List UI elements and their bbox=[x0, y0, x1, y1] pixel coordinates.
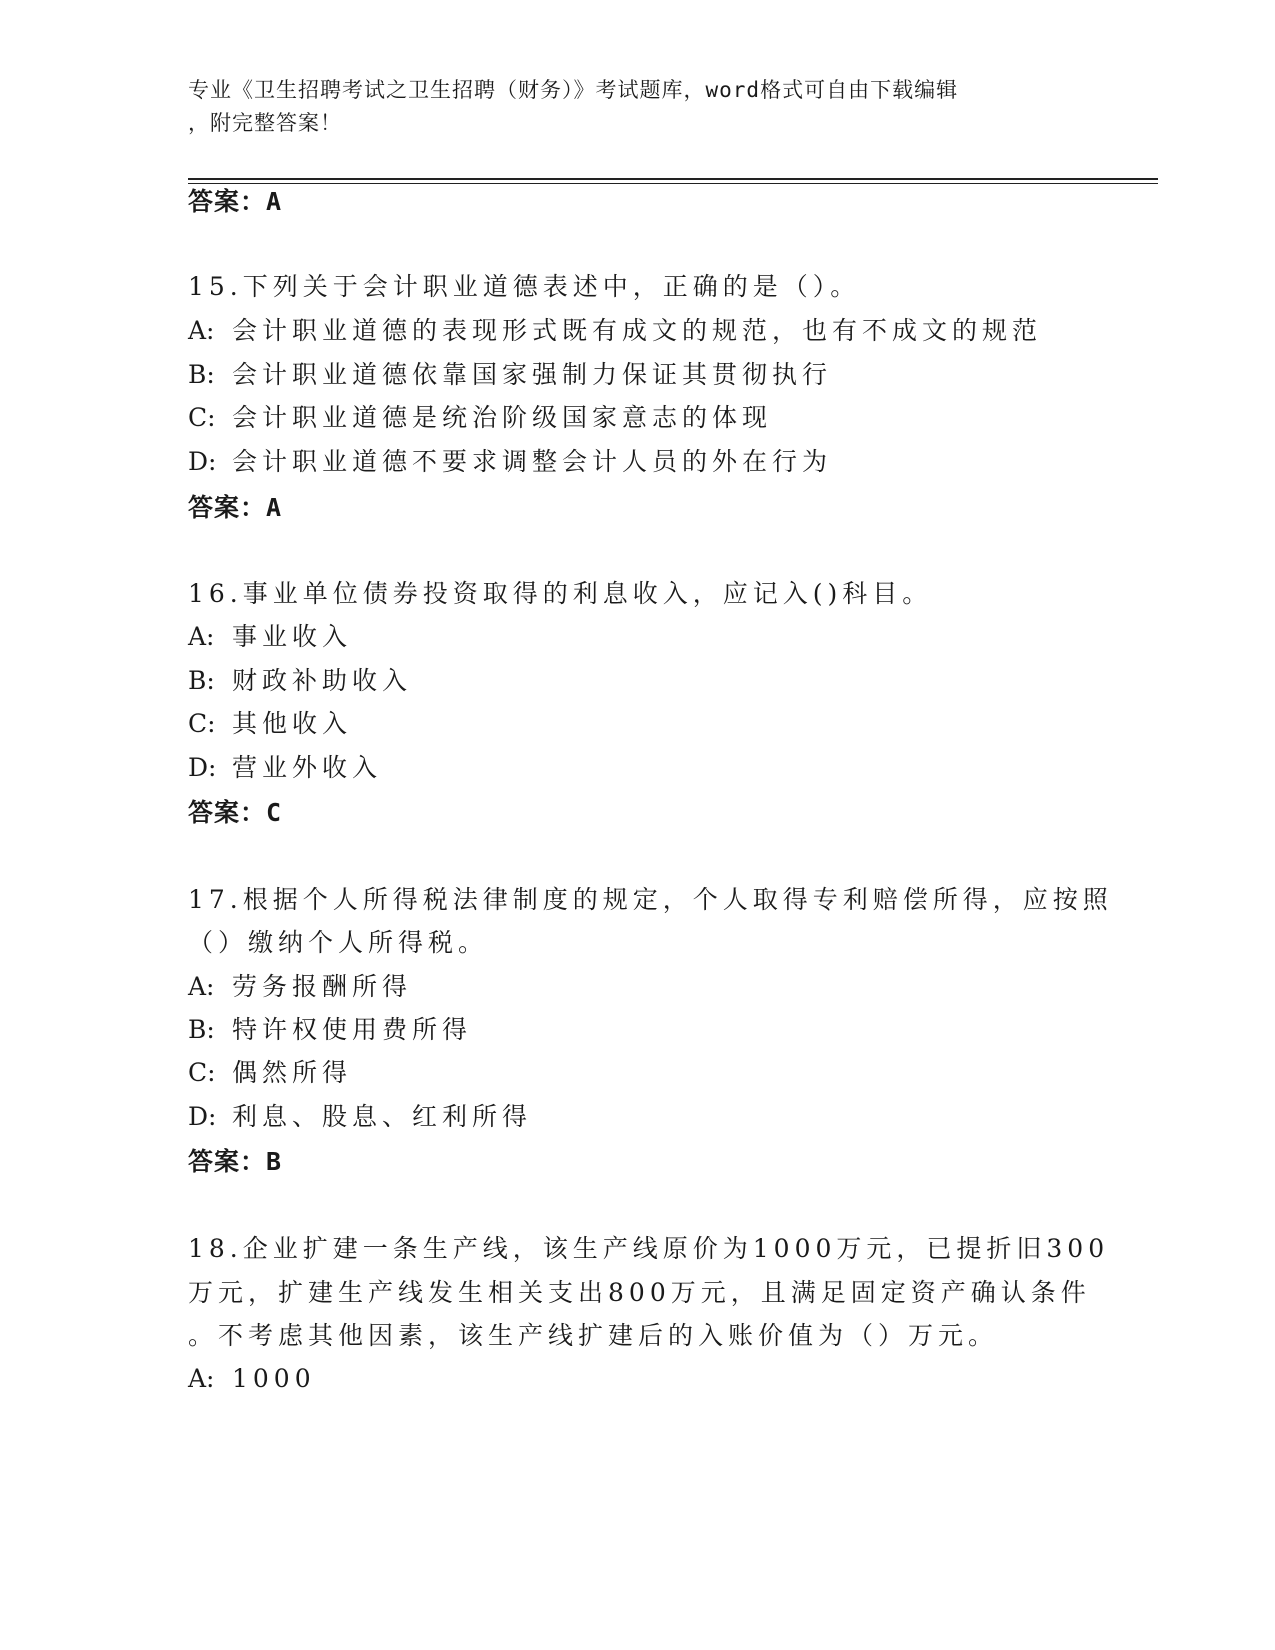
option-key: C: bbox=[188, 403, 216, 432]
answer-label: 答案： bbox=[188, 187, 267, 216]
answer-value: A bbox=[266, 187, 283, 216]
option-key: D: bbox=[188, 447, 217, 476]
option-text: 会计职业道德不要求调整会计人员的外在行为 bbox=[232, 447, 833, 476]
question-17-text-line-2: （）缴纳个人所得税。 bbox=[188, 928, 489, 957]
question-18-option-a bbox=[188, 1356, 1088, 1402]
question-16-option-c bbox=[188, 701, 1088, 747]
question-17-option-d bbox=[188, 1094, 1088, 1140]
option-key: C: bbox=[188, 1058, 216, 1087]
option-key: B: bbox=[188, 1015, 215, 1044]
option-text: 会计职业道德的表现形式既有成文的规范，也有不成文的规范 bbox=[232, 316, 1043, 345]
header-line-1: 专业《卫生招聘考试之卫生招聘（财务）》考试题库，word格式可自由下载编辑 bbox=[188, 78, 959, 102]
header-rule-thick bbox=[188, 178, 1158, 180]
question-17-text-line-1: 17.根据个人所得税法律制度的规定，个人取得专利赔偿所得，应按照 bbox=[188, 885, 1113, 914]
question-16-text: 16.事业单位债券投资取得的利息收入，应记入()科目。 bbox=[188, 579, 933, 608]
option-text: 特许权使用费所得 bbox=[232, 1015, 473, 1044]
question-15-answer bbox=[188, 492, 282, 524]
question-16-option-d bbox=[188, 745, 1088, 791]
question-15-option-a bbox=[188, 308, 1088, 354]
option-text: 财政补助收入 bbox=[232, 666, 413, 695]
option-text: 利息、股息、红利所得 bbox=[232, 1102, 533, 1131]
answer-value: C bbox=[266, 798, 283, 827]
question-17-option-b bbox=[188, 1007, 1088, 1053]
option-key: B: bbox=[188, 360, 215, 389]
answer-value: A bbox=[266, 493, 283, 522]
option-text: 事业收入 bbox=[232, 622, 353, 651]
option-key: C: bbox=[188, 709, 216, 738]
option-key: B: bbox=[188, 666, 215, 695]
option-text: 会计职业道德是统治阶级国家意志的体现 bbox=[232, 403, 773, 432]
option-key: A: bbox=[188, 1364, 215, 1393]
option-key: A: bbox=[188, 316, 215, 345]
answer-label: 答案： bbox=[188, 1147, 267, 1176]
option-key: D: bbox=[188, 1102, 217, 1131]
answer-value: B bbox=[266, 1147, 283, 1176]
question-17-answer bbox=[188, 1146, 282, 1178]
question-16-answer bbox=[188, 797, 282, 829]
question-18-text-line-3: 。不考虑其他因素，该生产线扩建后的入账价值为（）万元。 bbox=[188, 1321, 999, 1350]
option-key: A: bbox=[188, 622, 215, 651]
answer-line bbox=[188, 186, 282, 218]
option-text: 营业外收入 bbox=[232, 753, 383, 782]
option-text: 劳务报酬所得 bbox=[232, 972, 413, 1001]
header-line-2: ，附完整答案！ bbox=[188, 111, 342, 135]
option-key: A: bbox=[188, 972, 215, 1001]
option-text: 其他收入 bbox=[232, 709, 353, 738]
document-header bbox=[188, 74, 1068, 140]
header-rule-thin bbox=[188, 183, 1158, 184]
question-15-option-b bbox=[188, 352, 1088, 398]
question-15-option-c bbox=[188, 395, 1088, 441]
option-text: 会计职业道德依靠国家强制力保证其贯彻执行 bbox=[232, 360, 833, 389]
option-key: D: bbox=[188, 753, 217, 782]
question-18-text-line-1: 18.企业扩建一条生产线，该生产线原价为1000万元，已提折旧300 bbox=[188, 1234, 1110, 1263]
option-text: 1000 bbox=[232, 1364, 316, 1393]
answer-label: 答案： bbox=[188, 798, 267, 827]
question-17-option-c bbox=[188, 1050, 1088, 1096]
question-15-option-d bbox=[188, 439, 1088, 485]
question-18-text-line-2: 万元，扩建生产线发生相关支出800万元，且满足固定资产确认条件 bbox=[188, 1278, 1091, 1307]
question-17-option-a bbox=[188, 964, 1088, 1010]
question-16-option-b bbox=[188, 658, 1088, 704]
question-16-option-a bbox=[188, 614, 1088, 660]
option-text: 偶然所得 bbox=[232, 1058, 353, 1087]
question-15-text: 15.下列关于会计职业道德表述中，正确的是（）。 bbox=[188, 272, 861, 301]
answer-label: 答案： bbox=[188, 493, 267, 522]
